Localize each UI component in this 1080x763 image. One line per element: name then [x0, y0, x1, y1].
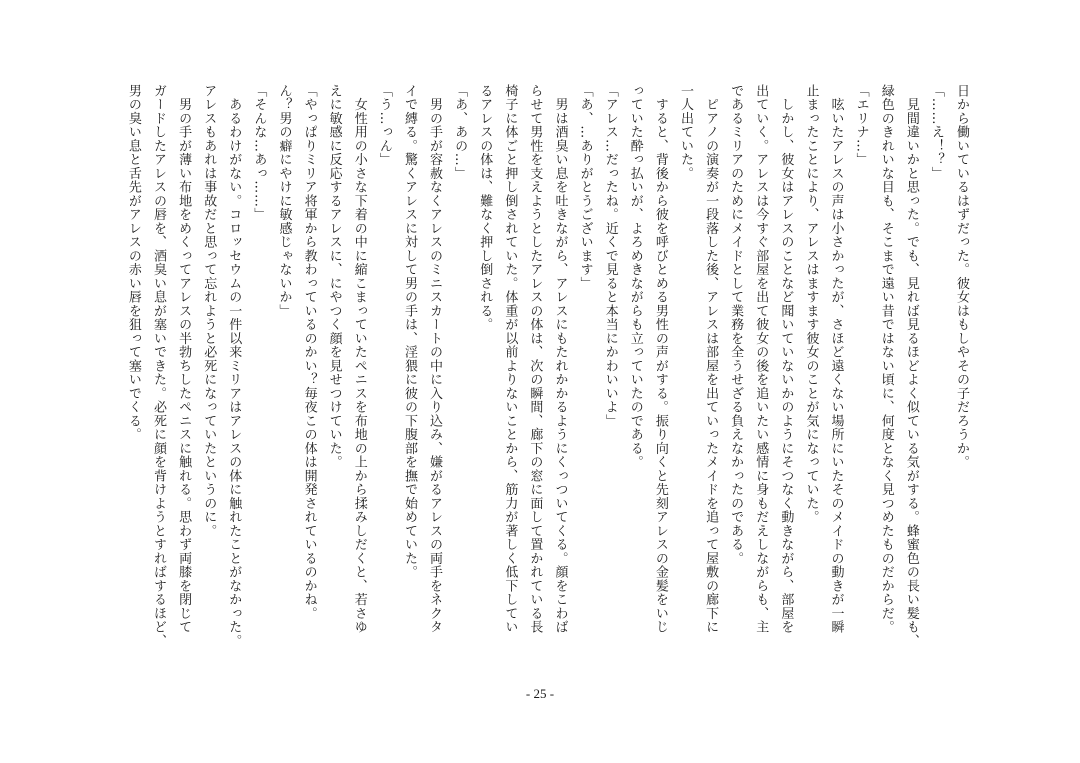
text-line: イで縛る。驚くアレスに対して男の手は、淫猥に彼の下腹部を撫で始めていた。 — [401, 84, 417, 579]
text-line: 「あ、…ありがとうございます」 — [577, 84, 593, 291]
text-line: 椅子に体ごと押し倒されていた。体重が以前よりないことから、筋力が著しく低下してい — [502, 84, 518, 634]
text-line: 「あ、あの…」 — [452, 84, 468, 181]
text-line: アレスもあれは事故だと思って忘れようと必死になっていたというのに。 — [201, 84, 217, 538]
text-line: 「そんな…あっ……」 — [251, 84, 267, 222]
vertical-text-body — [96, 84, 974, 674]
text-line: であるミリアのためにメイドとして業務を全うせざる負えなかったのである。 — [728, 84, 744, 566]
text-line: すると、背後から彼を呼びとめる男性の声がする。振り向くと先刻アレスの金髪をいじ — [652, 84, 668, 634]
text-line: 止まったことにより、アレスはますます彼女のことが気になっていた。 — [803, 84, 819, 524]
text-line: 見間違いかと思った。でも、見れば見るほどよく似ている気がする。蜂蜜色の長い髪も、 — [903, 84, 919, 648]
text-line: 緑色のきれいな目も、そこまで遠い昔ではない頃に、何度となく見つめたものだからだ。 — [878, 84, 894, 634]
text-line: 男の臭い息と舌先がアレスの赤い唇を狙って塞いでくる。 — [125, 84, 141, 442]
text-line: しかし、彼女はアレスのことなど聞いていないかのようにそつなく動きながら、部屋を — [778, 84, 794, 634]
text-line: ん？男の癖にやけに敏感じゃないか」 — [276, 84, 292, 318]
text-line: えに敏感に反応するアレスに、にやつく顔を見せつけていた。 — [326, 84, 342, 469]
text-line: 「やっぱりミリア将軍から教わっているのかい？毎夜この体は開発されているのかね。 — [301, 84, 317, 621]
text-line: 「エリナ…」 — [853, 84, 869, 167]
text-line: っていた酔っ払いが、よろめきながらも立っていたのである。 — [627, 84, 643, 469]
text-line: 「う…っん」 — [376, 84, 392, 167]
page-number: - 25 - — [525, 686, 555, 701]
text-line: 「……え！？」 — [928, 84, 944, 181]
text-line: ガードしたアレスの唇を、酒臭い息が塞いできた。必死に顔を背けようとすればするほど、 — [151, 84, 166, 648]
text-line: らせて男性を支えようとしたアレスの体は、次の瞬間、廊下の窓に面して置かれている長 — [527, 84, 543, 634]
text-line: るアレスの体は、難なく押し倒される。 — [477, 84, 493, 332]
text-line: ピアノの演奏が一段落した後、アレスは部屋を出ていったメイドを追って屋敷の廊下に — [703, 84, 719, 634]
text-line: 女性用の小さな下着の中に縮こまっていたペニスを布地の上から揉みしだくと、若さゆ — [351, 84, 367, 634]
text-line: あるわけがない。コロッセウムの一件以来ミリアはアレスの体に触れたことがなかった。 — [226, 84, 242, 648]
text-line: 一人出ていた。 — [677, 84, 693, 181]
text-line: 男は酒臭い息を吐きながら、アレスにもたれかかるようにくっついてくる。顔をこわば — [552, 84, 568, 634]
text-line: 男の手が容赦なくアレスのミニスカートの中に入り込み、嫌がるアレスの両手をネクタ — [427, 84, 443, 634]
text-line: 「アレス…だったね。近くで見ると本当にかわいいよ」 — [602, 84, 618, 428]
text-line: 出ていく。アレスは今すぐ部屋を出て彼女の後を追いたい感情に身もだえしながらも、主 — [753, 84, 769, 634]
text-line: 呟いたアレスの声は小さかったが、さほど遠くない場所にいたそのメイドの動きが一瞬 — [828, 84, 844, 634]
text-line: 日から働いているはずだった。彼女はもしやその子だろうか。 — [954, 84, 969, 469]
text-line: 男の手が薄い布地をめくってアレスの半勃ちしたペニスに触れる。思わず両膝を閉じて — [176, 84, 192, 634]
